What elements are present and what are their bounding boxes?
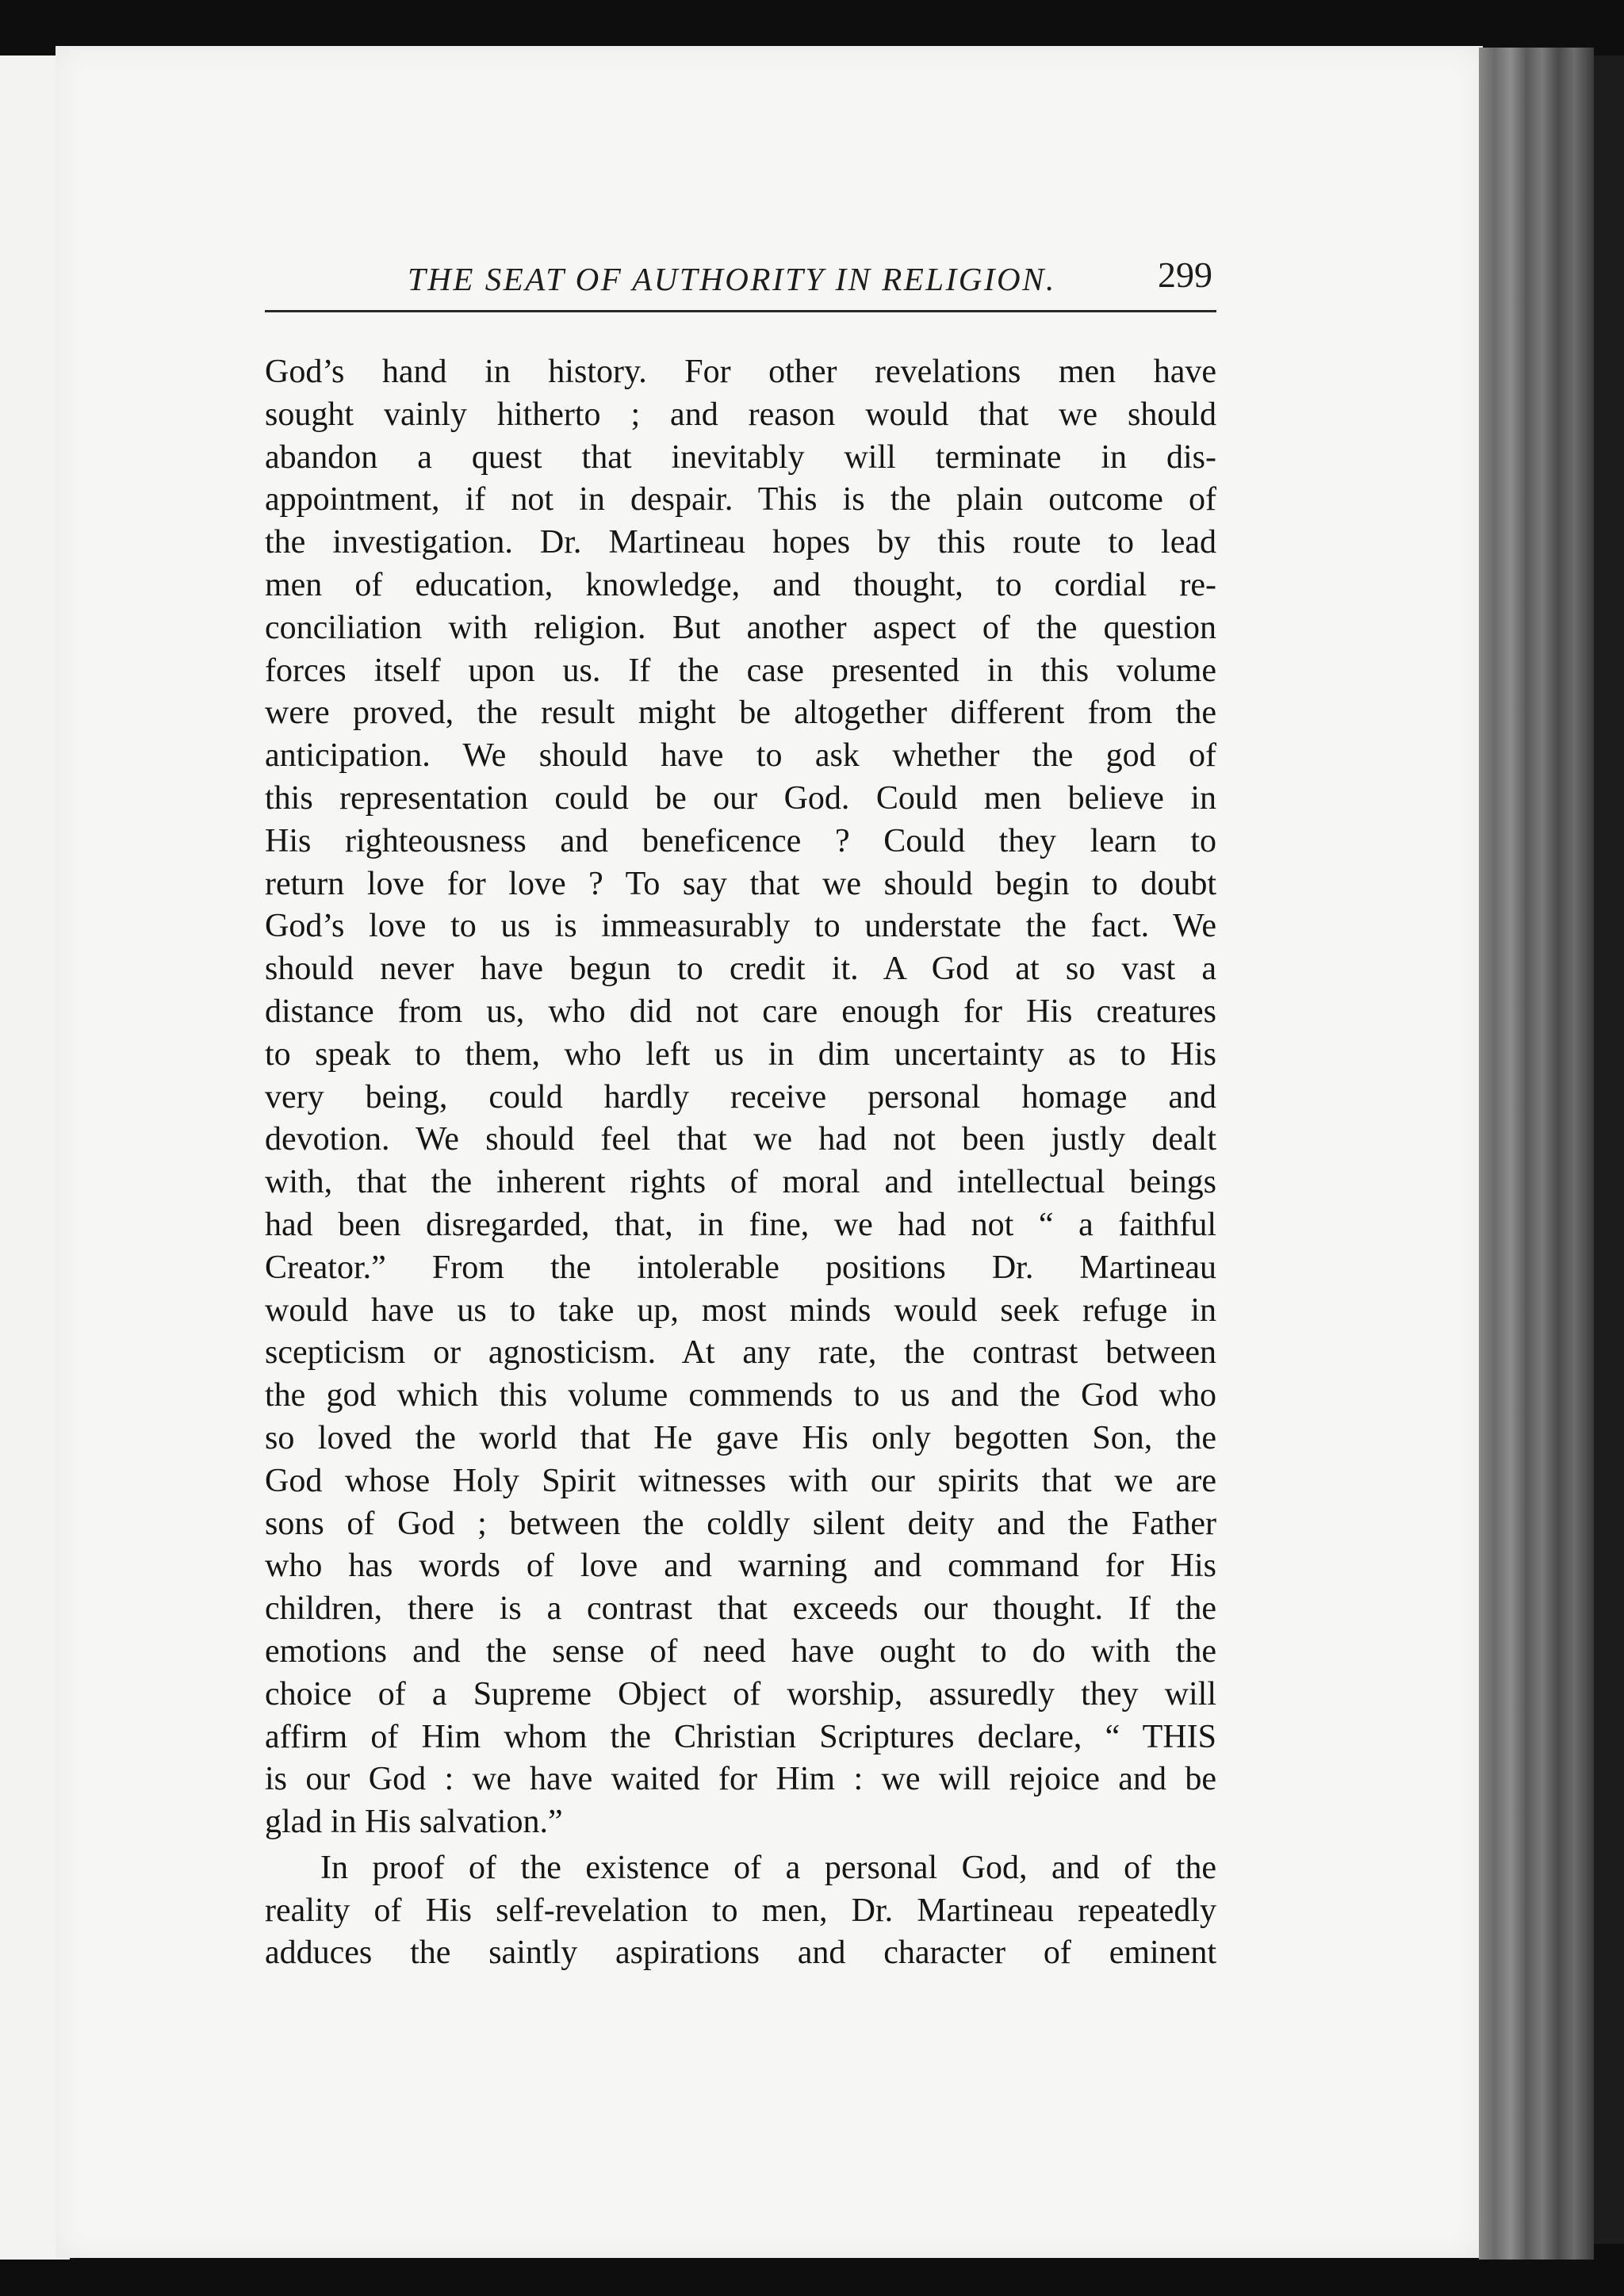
text-line: conciliation with religion. But another aspect of the question	[265, 609, 1216, 646]
text-line: with, that the inherent rights of moral and intellectual beings	[265, 1164, 1216, 1201]
text-line: so loved the world that He gave His only begotten Son, the	[265, 1419, 1216, 1456]
text-line: God’s hand in history. For other revelations men have	[265, 354, 1216, 390]
text-line: men of education, knowledge, and thought, to cordial re-	[265, 566, 1216, 603]
text-line: the god which this volume commends to us and the God who	[265, 1377, 1216, 1414]
text-line: glad in His salvation.”	[265, 1804, 563, 1841]
running-head	[265, 244, 1216, 308]
text-line: this representation could be our God. Could men believe in	[265, 779, 1216, 817]
book-cover-edge	[1594, 55, 1624, 2244]
text-line: God’s love to us is immeasurably to understate the fact. We	[265, 908, 1216, 945]
text-line: devotion. We should feel that we had not been justly dealt	[265, 1121, 1216, 1158]
text-line: children, there is a contrast that exceeds our thought. If the	[265, 1590, 1216, 1628]
text-line: Creator.” From the intolerable positions Dr. Martineau	[265, 1249, 1216, 1286]
text-line: In proof of the existence of a personal God, and of the	[320, 1849, 1216, 1886]
text-line: God whose Holy Spirit witnesses with our spirits that we are	[265, 1462, 1216, 1499]
text-line: emotions and the sense of need have ought to do with the	[265, 1632, 1216, 1670]
page-stack-edges	[1479, 48, 1594, 2260]
text-line: to speak to them, who left us in dim uncertainty as to His	[265, 1035, 1216, 1073]
text-line: reality of His self-revelation to men, Dr. Martineau repeatedly	[265, 1892, 1216, 1929]
page-number: 299	[1158, 254, 1212, 295]
text-line: scepticism or agnosticism. At any rate, the contrast between	[265, 1334, 1216, 1372]
text-line: abandon a quest that inevitably will terminate in dis-	[265, 438, 1216, 476]
text-line: forces itself upon us. If the case presented in this volume	[265, 652, 1216, 689]
text-line: should never have begun to credit it. A God at so vast a	[265, 951, 1216, 988]
text-line: the investigation. Dr. Martineau hopes by this route to lead	[265, 524, 1216, 561]
text-line: had been disregarded, that, in fine, we had not “ a faithful	[265, 1206, 1216, 1243]
text-line: were proved, the result might be altogether different from the	[265, 695, 1216, 732]
running-title: THE SEAT OF AUTHORITY IN RELIGION.	[408, 261, 1056, 297]
text-line: affirm of Him whom the Christian Scriptures declare, “ THIS	[265, 1718, 1216, 1755]
body-text	[265, 351, 1216, 1975]
text-line: is our God : we have waited for Him : we will rejoice and be	[265, 1761, 1216, 1798]
text-line: sought vainly hitherto ; and reason would that we should	[265, 396, 1216, 433]
text-line: very being, could hardly receive personal homage and	[265, 1078, 1216, 1115]
text-line: anticipation. We should have to ask whether the god of	[265, 737, 1216, 775]
text-line: sons of God ; between the coldly silent deity and the Father	[265, 1505, 1216, 1542]
text-line: who has words of love and warning and command for His	[265, 1548, 1216, 1585]
text-line: His righteousness and beneficence ? Could they learn to	[265, 822, 1216, 859]
text-line: distance from us, who did not care enough for His creatures	[265, 993, 1216, 1030]
header-rule	[265, 310, 1216, 312]
text-line: choice of a Supreme Object of worship, assuredly they will	[265, 1675, 1216, 1712]
text-line: adduces the saintly aspirations and character of eminent	[265, 1934, 1216, 1972]
text-line: return love for love ? To say that we should begin to doubt	[265, 865, 1216, 902]
text-line: appointment, if not in despair. This is the plain outcome of	[265, 481, 1216, 519]
text-line: would have us to take up, most minds would seek refuge in	[265, 1292, 1216, 1329]
